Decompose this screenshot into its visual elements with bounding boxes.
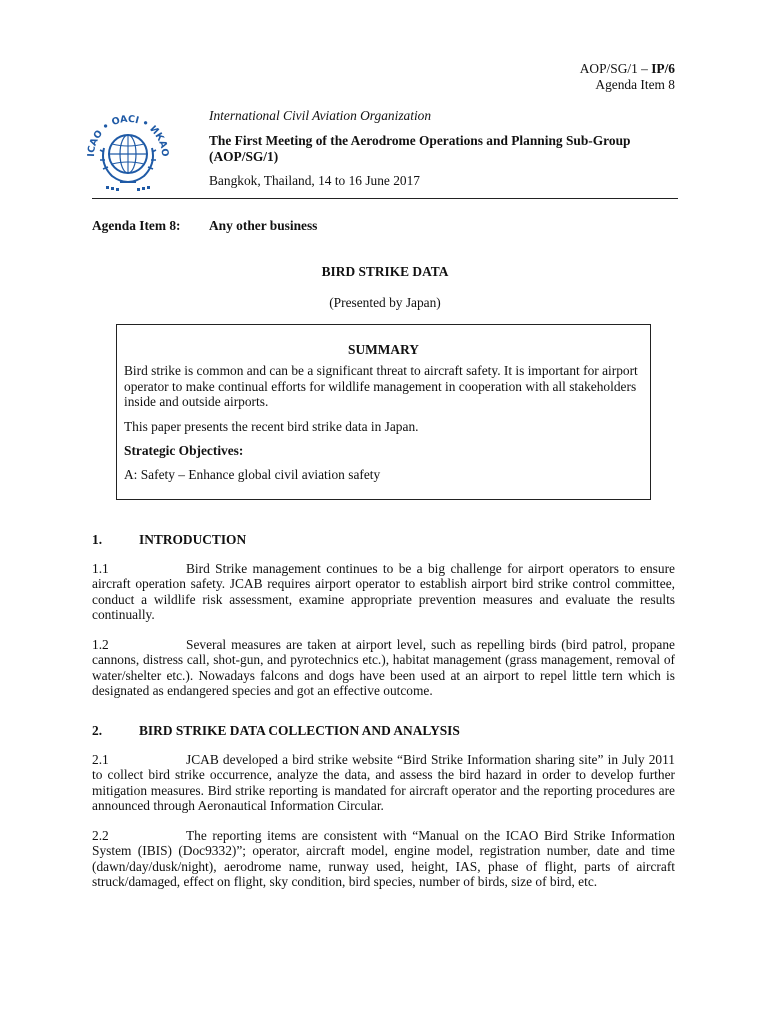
paragraph-1-1: 1.1 Bird Strike management continues to be a big challenge for airport operators to ensure aircraft operation safety. JCAB requires airport operator to establish airport bird strike control committee, conduct a wildlife risk assessment, examine appropriate prevention measures and evaluate the results continually. — [92, 561, 675, 623]
summary-paragraph: Bird strike is common and can be a significant threat to aircraft safety. It is important for airport operator to make continual efforts for wildlife management in cooperation with all stakeholders inside and outside airports. — [124, 363, 638, 410]
meeting-place-date: Bangkok, Thailand, 14 to 16 June 2017 — [209, 173, 421, 189]
section-heading-introduction: 1. INTRODUCTION — [92, 532, 247, 547]
agenda-reference: Agenda Item 8 — [595, 76, 675, 92]
reference-code: AOP/SG/1 – IP/6 — [579, 61, 675, 76]
icao-emblem-icon — [80, 104, 176, 200]
summary-paragraph: This paper presents the recent bird strike data in Japan. — [124, 418, 419, 434]
paragraph-2-2: 2.2 The reporting items are consistent with “Manual on the ICAO Bird Strike Information System (IBIS) (Doc9332)”; operator, aircraft model, engine model, registration number, date and time (dawn/day/dusk/night), aerodrome name, runway used, height, IAS, phase of flight, parts of aircraft struck/damaged, effect on flight, sky condition, bird species, number of birds, size of bird, etc. — [92, 828, 675, 890]
organization-name: International Civil Aviation Organization — [209, 108, 432, 123]
paragraph-2-1: 2.1 JCAB developed a bird strike website “Bird Strike Information sharing site” in July 2011 to collect bird strike occurrence, analyze the data, and assess the bird hazard in order to develop further mitigation measures. Bird strike reporting is mandated for aircraft operator and the reporting procedures are announced through Aeronautical Information Circular. — [92, 752, 675, 814]
document-reference — [580, 61, 675, 92]
agenda-title: Any other business — [209, 218, 318, 233]
section-heading-data-collection: 2. BIRD STRIKE DATA COLLECTION AND ANALYSIS — [92, 723, 460, 738]
header-divider — [92, 198, 678, 199]
summary-heading: SUMMARY — [348, 342, 419, 357]
svg-text:ICAO • OACI • ИКАО: ICAO • OACI • ИКАО — [85, 113, 171, 158]
meeting-title: The First Meeting of the Aerodrome Operations and Planning Sub-Group (AOP/SG/1) — [209, 133, 631, 165]
summary-box — [116, 324, 651, 500]
agenda-label: Agenda Item 8: — [92, 218, 181, 233]
strategic-objective: A: Safety – Enhance global civil aviation safety — [124, 467, 381, 483]
objectives-heading: Strategic Objectives: — [124, 443, 244, 459]
meeting-header — [209, 108, 679, 189]
paper-title: BIRD STRIKE DATA — [321, 264, 449, 279]
paragraph-1-2: 1.2 Several measures are taken at airport level, such as repelling birds (bird patrol, propane cannons, distress call, shot-gun, and pyrotechnics etc.), habitat management (grass management, removal of water/shelter etc.). Nowadays falcons and dogs have been used at an airport to repel little tern which is designated as endangered species and got an effective outcome. — [92, 637, 675, 699]
agenda-line — [92, 218, 318, 233]
presented-by: (Presented by Japan) — [329, 295, 441, 310]
